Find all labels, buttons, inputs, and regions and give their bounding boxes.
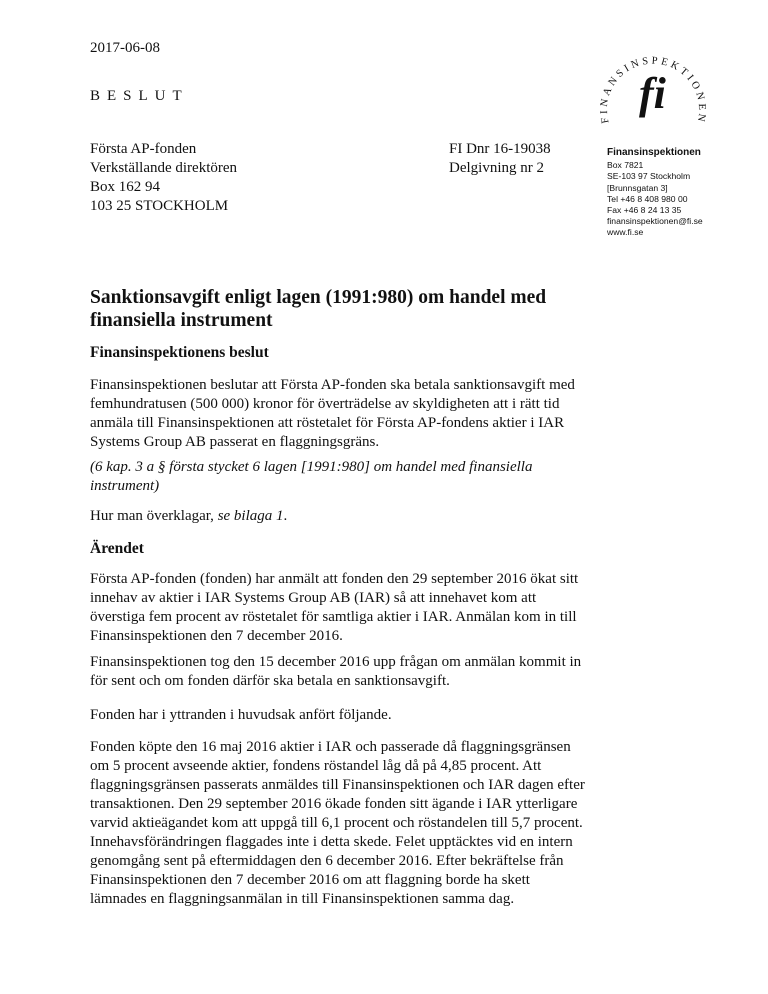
section-heading-case: Ärendet — [90, 540, 144, 557]
recipient-line: Första AP-fonden — [90, 141, 197, 157]
case-paragraph-1: Första AP-fonden (fonden) har anmält att fonden den 29 september 2016 ökat sitt innehav av aktier i IAR Systems Group AB (IAR) så att innehavet kom att överstiga fem procent av röstetalet för samtliga aktier i IAR. Anmälan kom in till Finansinspektionen den 7 december 2016. — [90, 571, 579, 644]
sender-line: SE-103 97 Stockholm — [607, 171, 691, 182]
document-type: BESLUT — [90, 88, 189, 104]
reference-block — [449, 140, 551, 178]
appeal-paragraph — [90, 507, 590, 526]
recipient-address — [90, 140, 237, 216]
sender-line: [Brunnsgatan 3] — [607, 182, 668, 193]
sender-line: Tel +46 8 408 980 00 — [607, 193, 688, 204]
logo-mark: fi — [639, 69, 666, 118]
case-paragraph-2: Finansinspektionen tog den 15 december 2016 upp frågan om anmälan kommit in för sent och om fonden därför ska betala en sanktionsavgift. — [90, 654, 582, 689]
case-paragraph-4: Fonden köpte den 16 maj 2016 aktier i IAR och passerade då flaggningsgränsen om 5 procent avseende aktier, fondens röstandel låg då på 4,85 procent. Att flaggningsgränsen passerats anmäldes till Finansinspektionen och IAR dagen efter transaktionen. Den 29 september 2016 ökade fonden sitt ägande i IAR ytterligare varvid aktieägandet kom att uppgå till 6,1 procent och röstandelen till 5,7 procent. Innehavsförändringen flaggades inte i detta skede. Felet upptäcktes vid en intern genomgång sent på eftermiddagen den 6 december 2016. Efter bekräftelse från Finansinspektionen den 7 december 2016 om att flaggning borde ha skett lämnades en flaggningsanmälan in till Finansinspektionen samma dag. — [90, 739, 585, 907]
sender-info — [607, 147, 703, 239]
sender-line: Box 7821 — [607, 160, 644, 171]
sender-org: Finansinspektionen — [607, 147, 701, 158]
section-heading-decision: Finansinspektionens beslut — [90, 344, 269, 361]
decision-paragraph: Finansinspektionen beslutar att Första AP-fonden ska betala sanktionsavgift med femhundratusen (500 000) kronor för överträdelse av skyldigheten att i rätt tid anmäla till Finansinspektionen att röstetalet för Första AP-fondens aktier i IAR Systems Group AB passerat en flaggningsgräns. — [90, 377, 575, 450]
recipient-line: 103 25 STOCKHOLM — [90, 198, 229, 214]
logo-ring-text: FINANSINSPEKTIONEN — [598, 55, 708, 126]
reference-line: Delgivning nr 2 — [449, 160, 544, 176]
case-paragraph-3: Fonden har i yttranden i huvudsak anfört följande. — [90, 707, 392, 723]
recipient-line: Box 162 94 — [90, 179, 161, 195]
fi-logo — [598, 34, 708, 140]
document-date: 2017-06-08 — [90, 40, 160, 56]
sender-line: Fax +46 8 24 13 35 — [607, 205, 682, 216]
appeal-suffix: . — [283, 508, 288, 524]
legal-reference: (6 kap. 3 a § första stycket 6 lagen [1991:980] om handel med finansiella instrument) — [90, 459, 533, 494]
sender-line: finansinspektionen@fi.se — [607, 216, 703, 227]
reference-line: FI Dnr 16-19038 — [449, 141, 551, 157]
appeal-text: Hur man överklagar, — [90, 508, 218, 524]
sender-line: www.fi.se — [607, 227, 644, 238]
appeal-link-text: se bilaga 1 — [217, 508, 284, 524]
recipient-line: Verkställande direktören — [90, 160, 238, 176]
document-title: Sanktionsavgift enligt lagen (1991:980) om handel med finansiella instrument — [90, 287, 547, 331]
